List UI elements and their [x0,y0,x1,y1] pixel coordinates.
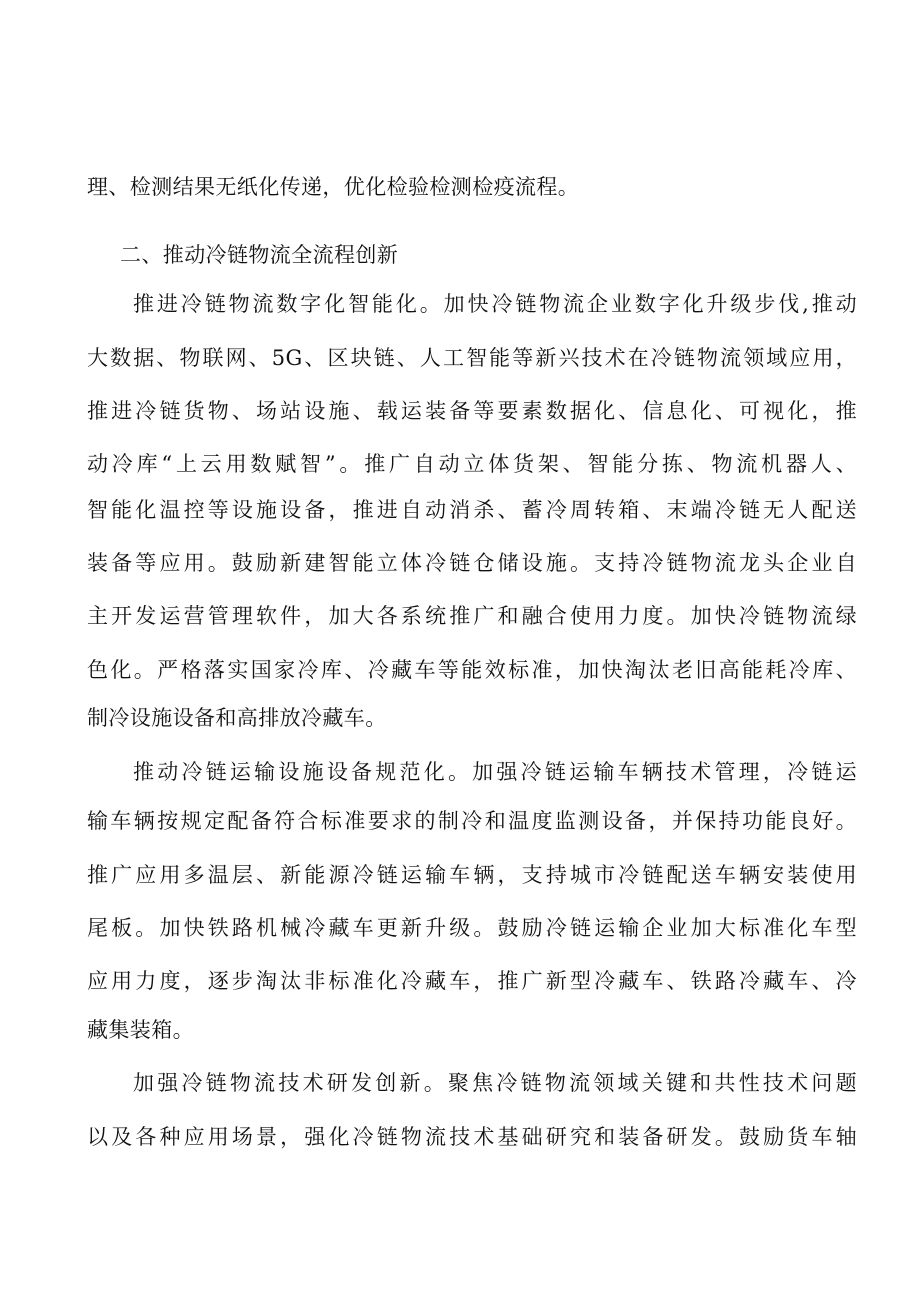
text-line: 加强冷链物流技术研发创新。聚焦冷链物流领域关键和共性技术问题 [133,1071,857,1095]
text-line: 智能化温控等设施设备，推进自动消杀、蓄冷周转箱、末端冷链无人配送 [87,498,857,522]
text-line: 装备等应用。鼓励新建智能立体冷链仓储设施。支持冷链物流龙头企业自 [87,551,857,575]
text-line: 以及各种应用场景，强化冷链物流技术基础研究和装备研发。鼓励货车轴 [87,1125,857,1149]
text-line: 应用力度，逐步淘汰非标准化冷藏车，推广新型冷藏车、铁路冷藏车、冷 [87,969,857,993]
text-line: 推广应用多温层、新能源冷链运输车辆，支持城市冷链配送车辆安装使用 [87,863,857,887]
text-line: 推进冷链物流数字化智能化。加快冷链物流企业数字化升级步伐,推动 [133,292,857,316]
section-heading: 二、推动冷链物流全流程创新 [120,243,399,267]
text-line: 输车辆按规定配备符合标准要求的制冷和温度监测设备，并保持功能良好。 [87,809,857,833]
text-line: 理、检测结果无纸化传递，优化检验检测检疫流程。 [87,175,580,199]
text-line: 制冷设施设备和高排放冷藏车。 [87,706,387,730]
text-line: 色化。严格落实国家冷库、冷藏车等能效标准，加快淘汰老旧高能耗冷库、 [87,658,857,682]
text-line: 推进冷链货物、场站设施、载运装备等要素数据化、信息化、可视化，推 [87,399,857,423]
text-line: 藏集装箱。 [87,1018,194,1042]
text-line: 尾板。加快铁路机械冷藏车更新升级。鼓励冷链运输企业加大标准化车型 [87,916,857,940]
text-line: 动冷库“上云用数赋智”。推广自动立体货架、智能分拣、物流机器人、 [87,452,857,476]
text-line: 推动冷链运输设施设备规范化。加强冷链运输车辆技术管理，冷链运 [133,760,857,784]
text-line: 主开发运营管理软件，加大各系统推广和融合使用力度。加快冷链物流绿 [87,604,857,628]
text-line: 大数据、物联网、5G、区块链、人工智能等新兴技术在冷链物流领域应用， [87,346,857,370]
